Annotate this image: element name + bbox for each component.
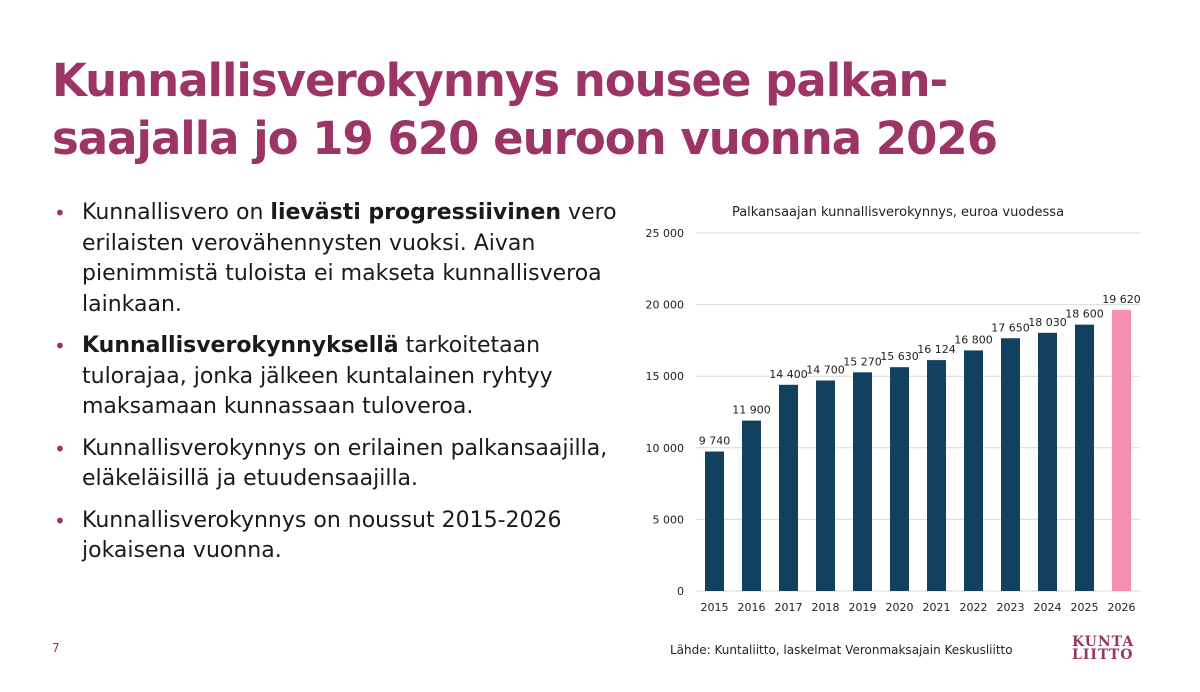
bullet-bold-text: Kunnallisverokynnyksellä (82, 333, 399, 358)
x-tick-label: 2025 (1070, 601, 1099, 614)
x-tick-label: 2022 (959, 601, 988, 614)
x-tick-label: 2015 (700, 601, 729, 614)
bullet-text: Kunnallisverokynnys on noussut 2015-2026 jokaisena vuonna. (82, 507, 562, 563)
bar (742, 421, 761, 591)
bar (853, 372, 872, 591)
bullet-text: Kunnallisvero on (82, 200, 271, 225)
bar (1001, 338, 1020, 591)
bar (1038, 333, 1057, 591)
data-label: 9 740 (698, 434, 731, 448)
x-tick-label: 2017 (774, 601, 803, 614)
bar (890, 367, 909, 591)
x-tick-label: 2026 (1107, 601, 1136, 614)
y-tick-label: 20 000 (645, 298, 684, 312)
bar (705, 452, 724, 591)
bar (1075, 325, 1094, 591)
data-label: 15 270 (843, 355, 882, 369)
bar (927, 360, 946, 591)
data-label: 11 900 (732, 403, 771, 417)
data-label: 16 800 (954, 333, 993, 347)
y-tick-label: 15 000 (645, 370, 684, 384)
data-label: 14 400 (769, 367, 808, 381)
data-label: 16 124 (917, 343, 956, 357)
bar (964, 350, 983, 591)
y-tick-label: 5 000 (652, 513, 684, 527)
data-label: 18 030 (1028, 315, 1067, 329)
y-tick-label: 0 (677, 585, 684, 598)
page-number: 7 (52, 641, 60, 655)
chart-title: Palkansaajan kunnallisverokynnys, euroa vuodessa (731, 205, 1065, 220)
logo-line-2: LIITTO (1072, 647, 1134, 663)
y-tick-label: 25 000 (645, 227, 684, 240)
x-tick-label: 2016 (737, 601, 766, 614)
bullet-bold-text: lievästi progressiivinen (270, 200, 562, 225)
kuntaliitto-logo (1072, 636, 1152, 662)
bar (1112, 310, 1131, 591)
bullet-text: Kunnallisverokynnys on erilainen palkansaajilla, eläkeläisillä ja etuudensaajilla. (82, 435, 608, 491)
bullet-text: vero erilaisten verovähennysten vuoksi. Aivan pienimmistä tuloista ei makseta kunnallisveroa lainkaan. (82, 200, 617, 317)
x-tick-label: 2020 (885, 601, 914, 614)
slide-title-line-2: saajalla jo 19 620 euroon vuonna 2026 (52, 112, 998, 165)
data-label: 15 630 (880, 350, 919, 364)
bar (779, 385, 798, 591)
data-label: 19 620 (1102, 293, 1141, 307)
x-tick-label: 2024 (1033, 601, 1062, 614)
y-tick-label: 10 000 (645, 441, 684, 455)
logo-line-1: KUNTA (1072, 634, 1135, 650)
source-note: Lähde: Kuntaliitto, laskelmat Veronmaksajain Keskusliitto (670, 643, 1013, 657)
x-tick-label: 2019 (848, 601, 877, 614)
x-tick-label: 2018 (811, 601, 840, 614)
bar (816, 380, 835, 591)
x-tick-label: 2023 (996, 601, 1025, 614)
x-tick-label: 2021 (922, 601, 951, 614)
slide-title-line-1: Kunnallisverokynnys nousee palkan- (52, 54, 948, 107)
bullet-text: tarkoitetaan tulorajaa, jonka jälkeen kuntalainen ryhtyy maksamaan kunnassaan tuloveroa. (82, 333, 553, 419)
data-label: 14 700 (806, 363, 845, 377)
data-label: 17 650 (991, 321, 1030, 335)
data-label: 18 600 (1065, 307, 1104, 321)
